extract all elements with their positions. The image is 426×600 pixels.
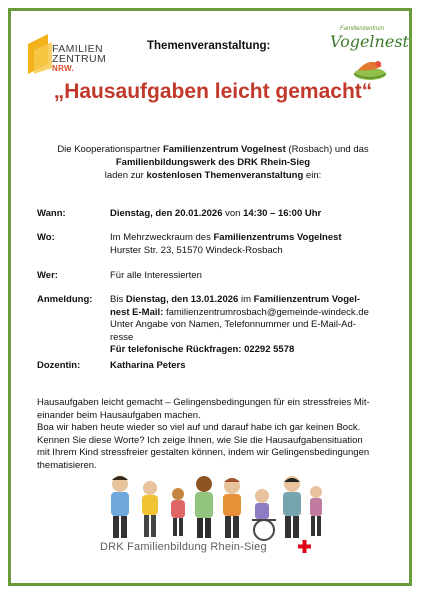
description-text: Hausaufgaben leicht gemacht – Gelingensbedingungen für ein stressfreies Mit- einander beim Hausaufgaben machen. Boa wir haben heute wieder so viel auf und darauf habe ich gar keinen Bock. Kennen Sie diese Worte? Ich zeige Ihnen, wie Sie die Hausaufgabensituation mit Ihrem Kind stressfreier gestalten können, indem wir Gelingensbedingungen thematisieren. — [37, 397, 370, 471]
vogelnest-logo-small: Familienzentrum — [340, 26, 385, 32]
family-member-figure — [223, 478, 241, 538]
family-illustration — [100, 472, 326, 542]
wann-label: Wann: — [37, 208, 66, 219]
logo-line2: ZENTRUM — [52, 53, 107, 65]
event-type-heading: Themenveranstaltung: — [147, 40, 271, 52]
logo-line1: FAMILIEN — [52, 43, 104, 55]
anmeldung-value: Bis Dienstag, den 13.01.2026 im Familienzentrum Vogel- nest E-Mail: familienzentrumrosbach@gemeinde-windeck.de Unter Angabe von Namen, Telefonnummer und E-Mail-Ad- resse Für telefonische Rückfragen: 02292 5578 — [110, 294, 369, 355]
wann-value: Dienstag, den 20.01.2026 von 14:30 – 16:00 Uhr — [110, 208, 322, 219]
family-member-figure — [283, 476, 301, 538]
family-member-figure — [142, 481, 158, 537]
wer-label: Wer: — [37, 270, 58, 281]
wo-label: Wo: — [37, 232, 55, 243]
family-member-figure — [195, 476, 213, 538]
wheelchair-figure — [252, 489, 276, 540]
email-link[interactable]: familienzentrumrosbach@gemeinde-windeck.de — [163, 306, 369, 318]
intro-text: Die Kooperationspartner Familienzentrum Vogelnest (Rosbach) und das Familienbildungswerk des DRK Rhein-Sieg laden zur kostenlosen Themenveranstaltung ein: — [57, 144, 369, 181]
wo-value: Im Mehrzweckraum des Familienzentrums Vogelnest Hurster Str. 23, 51570 Windeck-Rosbach — [110, 232, 342, 256]
family-member-figure — [171, 488, 185, 536]
vogelnest-logo-big: Vogelnest — [330, 32, 409, 51]
event-title: „Hausaufgaben leicht gemacht“ — [53, 80, 373, 103]
familienzentrum-nrw-logo — [26, 28, 106, 76]
logo-line3: NRW. — [52, 64, 74, 73]
vogelnest-logo — [316, 26, 409, 84]
anmeldung-label: Anmeldung: — [37, 294, 93, 305]
drk-footer-label: DRK Familienbildung Rhein-Sieg — [100, 541, 267, 553]
dozentin-label: Dozentin: — [37, 360, 81, 371]
bird-nest-icon — [350, 52, 390, 82]
family-member-figure — [111, 476, 129, 538]
red-cross-icon — [298, 540, 311, 553]
family-member-figure — [310, 486, 322, 536]
wer-value: Für alle Interessierten — [110, 270, 202, 281]
dozentin-value: Katharina Peters — [110, 360, 186, 371]
